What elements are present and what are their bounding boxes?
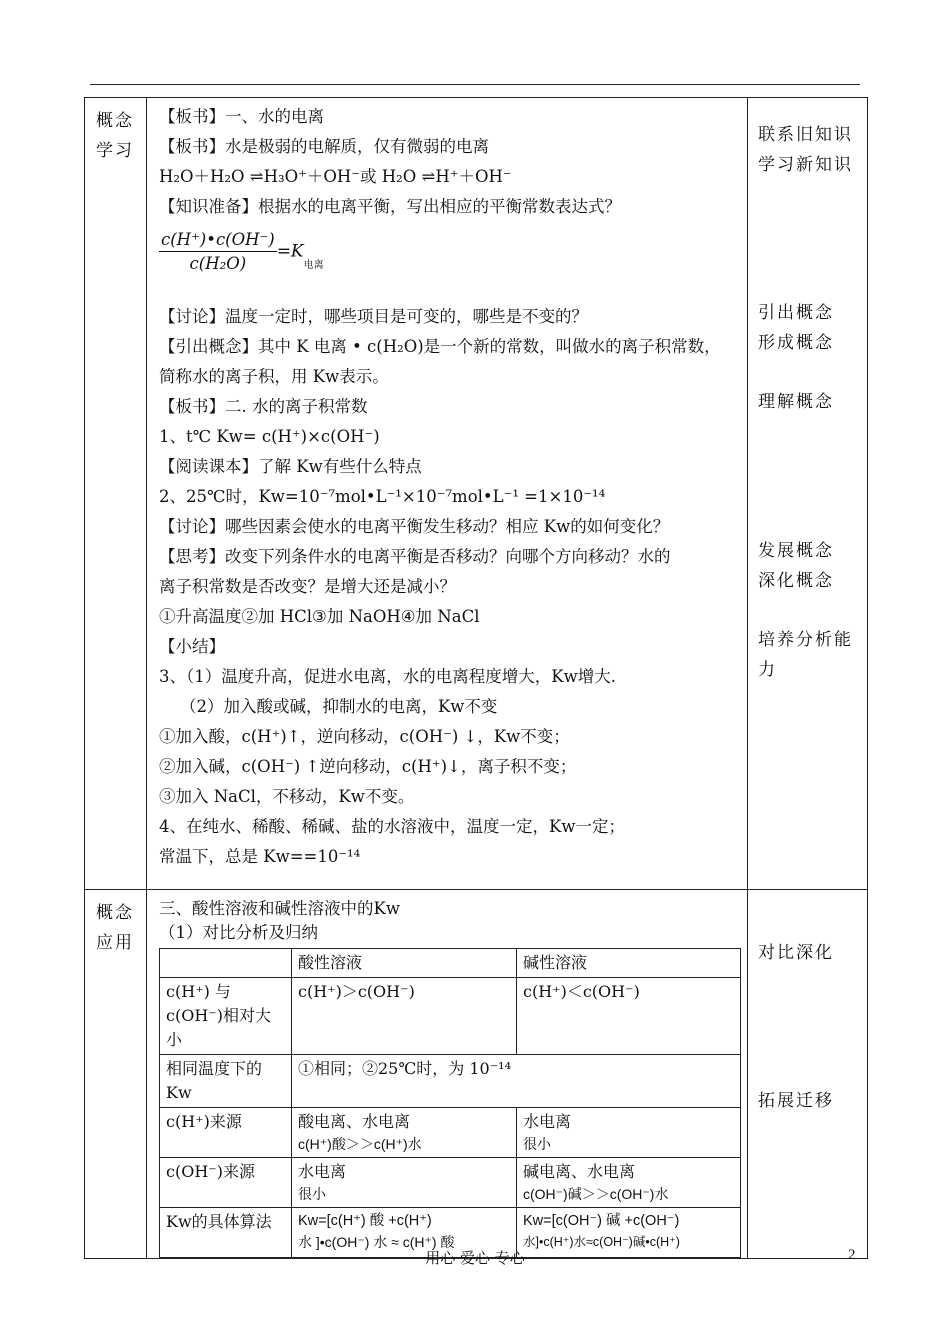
lesson-table [84,97,868,1259]
note: 力 [758,660,777,680]
cell-detail: 很小 [523,1136,551,1152]
header-cell [160,949,292,978]
text-line: ②加入碱，c(OH⁻) ↑逆向移动，c(H⁺)↓，离子积不变； [159,757,577,776]
equation-line: H₂O＋H₂O ⇌H₃O⁺＋OH⁻或 H₂O ⇌H⁺＋OH⁻ [159,167,512,186]
equilibrium-formula [159,222,741,296]
section-content [147,98,748,890]
label-line: 学习 [96,141,134,161]
note: 形成概念 [758,333,834,353]
text-line: 【讨论】温度一定时，哪些项目是可变的，哪些是不变的？ [159,307,588,326]
note: 拓展迁移 [758,1091,834,1111]
note: 理解概念 [758,392,834,412]
text-line: 【思考】改变下列条件水的电离平衡是否移动？向哪个方向移动？水的 [159,547,671,566]
text-line: 离子积常数是否改变？是增大还是减小？ [159,577,456,596]
text-line: 【板书】二. 水的离子积常数 [159,397,368,416]
comparison-table [159,948,741,1258]
table-row [160,1158,741,1208]
section-label [85,98,147,890]
text-line: ①加入酸，c(H⁺)↑，逆向移动，c(OH⁻) ↓，Kw不变； [159,727,570,746]
label-line: 应用 [96,933,134,953]
header-cell: 碱性溶液 [517,949,741,978]
section-content [147,890,748,1259]
label-line: 概念 [96,111,134,131]
note: 深化概念 [758,571,834,591]
text-line: 【讨论】哪些因素会使水的电离平衡发生移动？相应 Kw的如何变化？ [159,517,670,536]
page-number: 2 [848,1247,856,1263]
cell-main: 水电离 [523,1112,572,1131]
section-title: 三、酸性溶液和碱性溶液中的Kw [159,899,400,918]
section-subtitle: （1）对比分析及归纳 [159,923,318,942]
fraction [159,230,277,273]
cell-detail: c(H⁺)酸＞＞c(H⁺)水 [298,1136,422,1152]
cell-main: 碱电离、水电离 [523,1162,636,1181]
text-line: 【引出概念】其中 K 电离 • c(H₂O)是一个新的常数，叫做水的离子积常数， [159,337,721,356]
text-line: 2、25℃时，Kw=10⁻⁷mol•L⁻¹×10⁻⁷mol•L⁻¹ =1×10⁻¹⁴ [159,487,606,506]
acid-cell [292,1108,517,1158]
cell-main: Kw=[c(OH⁻) 碱 +c(OH⁻) [523,1213,680,1229]
cell-main: 酸电离、水电离 [298,1112,411,1131]
base-cell: c(H⁺)＜c(OH⁻) [517,978,741,1055]
text-line: 【小结】 [159,637,225,656]
note: 学习新知识 [758,155,853,175]
merged-cell: ①相同；②25℃时，为 10⁻¹⁴ [292,1055,741,1108]
table-header-row [160,949,741,978]
base-cell [517,1108,741,1158]
text-line: 【阅读课本】了解 Kw有些什么特点 [159,457,422,476]
header-rule [90,84,860,85]
table-row [160,978,741,1055]
text-line: ③加入 NaCl，不移动，Kw不变。 [159,787,415,806]
page-footer: 用心 爱心 专心 [425,1249,525,1267]
text-line: 【板书】一、水的电离 [159,107,324,126]
header-cell: 酸性溶液 [292,949,517,978]
text-line: 简称水的离子积，用 Kw表示。 [159,367,389,386]
row-label: 相同温度下的 Kw [160,1055,292,1108]
section-concept-application [85,890,868,1259]
label-line: 概念 [96,903,134,923]
formula-denominator: c(H₂O) [189,254,247,273]
text-line: 1、t℃ Kw= c(H⁺)×c(OH⁻) [159,427,380,446]
cell-detail: 水 ]•c(OH⁻) 水 ≈ c(H⁺) 酸 [298,1234,455,1250]
note: 对比深化 [758,943,834,963]
note: 联系旧知识 [758,125,853,145]
text-line: ①升高温度②加 HCl③加 NaOH④加 NaCl [159,607,480,626]
text-line: 4、在纯水、稀酸、稀碱、盐的水溶液中，温度一定，Kw一定； [159,817,625,836]
row-label: Kw的具体算法 [160,1208,292,1258]
text-line: 【知识准备】根据水的电离平衡，写出相应的平衡常数表达式？ [159,197,621,216]
note: 发展概念 [758,541,834,561]
cell-detail: c(OH⁻)碱＞＞c(OH⁻)水 [523,1186,669,1202]
text-line: 常温下，总是 Kw==10⁻¹⁴ [159,847,361,866]
section-notes [748,98,868,890]
cell-detail: 水]•c(H⁺)水≈c(OH⁻)碱•c(H⁺) [523,1235,680,1249]
base-cell [517,1158,741,1208]
text-line: （2）加入酸或碱，抑制水的电离，Kw不变 [159,697,498,716]
section-concept-learning [85,98,868,890]
table-row [160,1055,741,1108]
note: 培养分析能 [758,630,853,650]
formula-result-sub: 电离 [303,260,324,271]
formula-numerator: c(H⁺)•c(OH⁻) [159,230,277,252]
acid-cell [292,1158,517,1208]
section-notes [748,890,868,1259]
row-label: c(OH⁻)来源 [160,1158,292,1208]
table-row [160,1108,741,1158]
note: 引出概念 [758,303,834,323]
section-label [85,890,147,1259]
row-label: c(H⁺)来源 [160,1108,292,1158]
acid-cell: c(H⁺)＞c(OH⁻) [292,978,517,1055]
cell-main: Kw=[c(H⁺) 酸 +c(H⁺) [298,1213,432,1229]
cell-main: 水电离 [298,1162,347,1181]
text-line: 【板书】水是极弱的电解质，仅有微弱的电离 [159,137,489,156]
row-label: c(H⁺) 与 c(OH⁻)相对大小 [160,978,292,1055]
text-line: 3、（1）温度升高，促进水电离，水的电离程度增大，Kw增大. [159,667,616,686]
formula-result: =K [276,241,304,262]
cell-detail: 很小 [298,1186,326,1202]
